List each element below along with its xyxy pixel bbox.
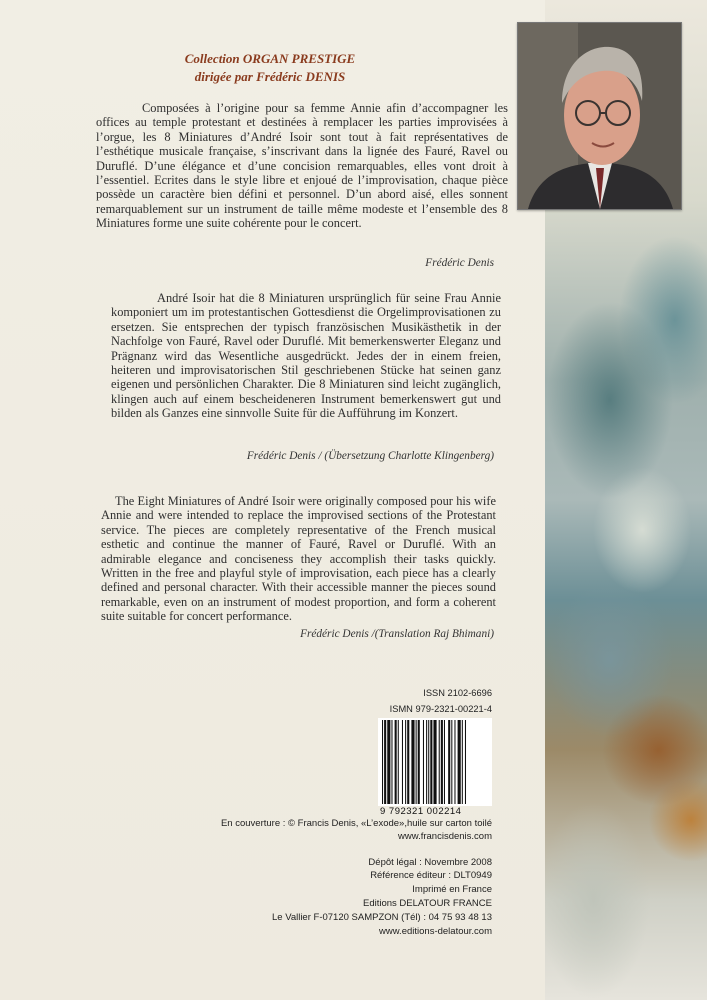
cover-credit: En couverture : © Francis Denis, «L’exode»,huile sur carton toilé [220, 818, 492, 829]
barcode-bar [398, 720, 399, 804]
barcode-bar [465, 720, 466, 804]
barcode-bar [462, 720, 463, 804]
barcode-digits: 9 792321 002214 [380, 806, 462, 817]
barcode-bar [428, 720, 429, 804]
barcode-bar [423, 720, 424, 804]
publisher-name: Editions DELATOUR FRANCE [363, 898, 492, 909]
barcode-bar [444, 720, 445, 804]
cover-website[interactable]: www.francisdenis.com [398, 831, 492, 842]
barcode-bar [387, 720, 390, 804]
barcode-bar [433, 720, 436, 804]
english-description: The Eight Miniatures of André Isoir were originally composed pour his wife Annie and were intended to replace the improvised sections of the Protestant service. The pieces are completely representative of the French musical esthetic and continue the manner of Fauré, Ravel or Duruflé. With an admirable elegance and conciseness they accomplish their tasks quickly. Written in the free and playful style of improvisation, each piece has a clearly defined and personal character. With their accessible manner the pieces sound remarkable, even on an instrument of modest proportion, and form a coherent suite suitable for concert performance. [101, 494, 496, 624]
barcode-bar [382, 720, 383, 804]
german-description: André Isoir hat die 8 Miniaturen ursprünglich für seine Frau Annie komponiert um im protestantischen Gottesdienst die Orgelimprovisationen zu ersetzen. Sie entsprechen der typisch französischen Musikästhetik in der Nachfolge von Fauré, Ravel oder Duruflé. Mit bemerkenswerter Eleganz und Prägnanz wird das Wesentliche ausgedrückt. Jedes der in einem freien, heiteren und improvisatorischen Stil geschriebenen Stücke hat seinen ganz eigenen und persönlichen Charakter. Die 8 Miniaturen sind leicht zugänglich, klingen auch auf einem bescheideneren Instrument bemerkenswert gut und bilden als Ganzes eine sinnvolle Suite für die Aufführung im Konzert. [111, 291, 501, 421]
barcode-bar [448, 720, 450, 804]
barcode-bar [402, 720, 403, 804]
german-signature: Frédéric Denis / (Übersetzung Charlotte Klingenberg) [246, 450, 494, 462]
printed-in: Imprimé en France [412, 884, 492, 895]
barcode-bar [430, 720, 432, 804]
barcode-bar [411, 720, 414, 804]
barcode-bar [395, 720, 397, 804]
publisher-address: Le Vallier F-07120 SAMPZON (Tél) : 04 75 93 48 13 [271, 912, 492, 923]
ismn: ISMN 979-2321-00221-4 [389, 704, 492, 714]
barcode-bar [418, 720, 420, 804]
barcode-bar [454, 720, 455, 804]
barcode-bar [439, 720, 440, 804]
barcode-bar [384, 720, 386, 804]
issn: ISSN 2102-6696 [423, 688, 492, 698]
barcode-bar [426, 720, 427, 804]
english-signature: Frédéric Denis /(Translation Raj Bhimani) [300, 628, 494, 640]
collection-title: Collection ORGAN PRESTIGE [184, 51, 356, 66]
publisher-reference: Référence éditeur : DLT0949 [370, 870, 492, 881]
author-portrait [517, 22, 682, 210]
barcode-bar [407, 720, 409, 804]
barcode-bar [405, 720, 406, 804]
barcode-bar [458, 720, 461, 804]
french-description: Composées à l’origine pour sa femme Annie afin d’accompagner les offices au temple protestant et destinées à remplacer les parties improvisées à l’orgue, les 8 Miniatures d’André Isoir sont tout à fait représentatives de l’esthétique musicale française, s’inscrivant dans la lignée des Fauré, Ravel ou Duruflé. D’une élégance et d’une concision remarquables, elles vont droit à l’essentiel. Ecrites dans le style libre et enjoué de l’improvisation, chaque pièce possède un caractère bien défini et personnel. D’un abord aisé, elles sonnent remarquablement sur un instrument de taille même modeste et l’ensemble des 8 Miniatures forme une suite cohérente pour le concert. [96, 101, 508, 231]
barcode-bar [451, 720, 452, 804]
publisher-website[interactable]: www.editions-delatour.com [379, 926, 492, 937]
french-signature: Frédéric Denis [425, 257, 494, 269]
collection-director: dirigée par Frédéric DENIS [194, 69, 346, 84]
barcode [378, 718, 492, 806]
barcode-bar [391, 720, 392, 804]
barcode-bar [441, 720, 443, 804]
legal-deposit: Dépôt légal : Novembre 2008 [368, 857, 492, 868]
barcode-bar [416, 720, 417, 804]
